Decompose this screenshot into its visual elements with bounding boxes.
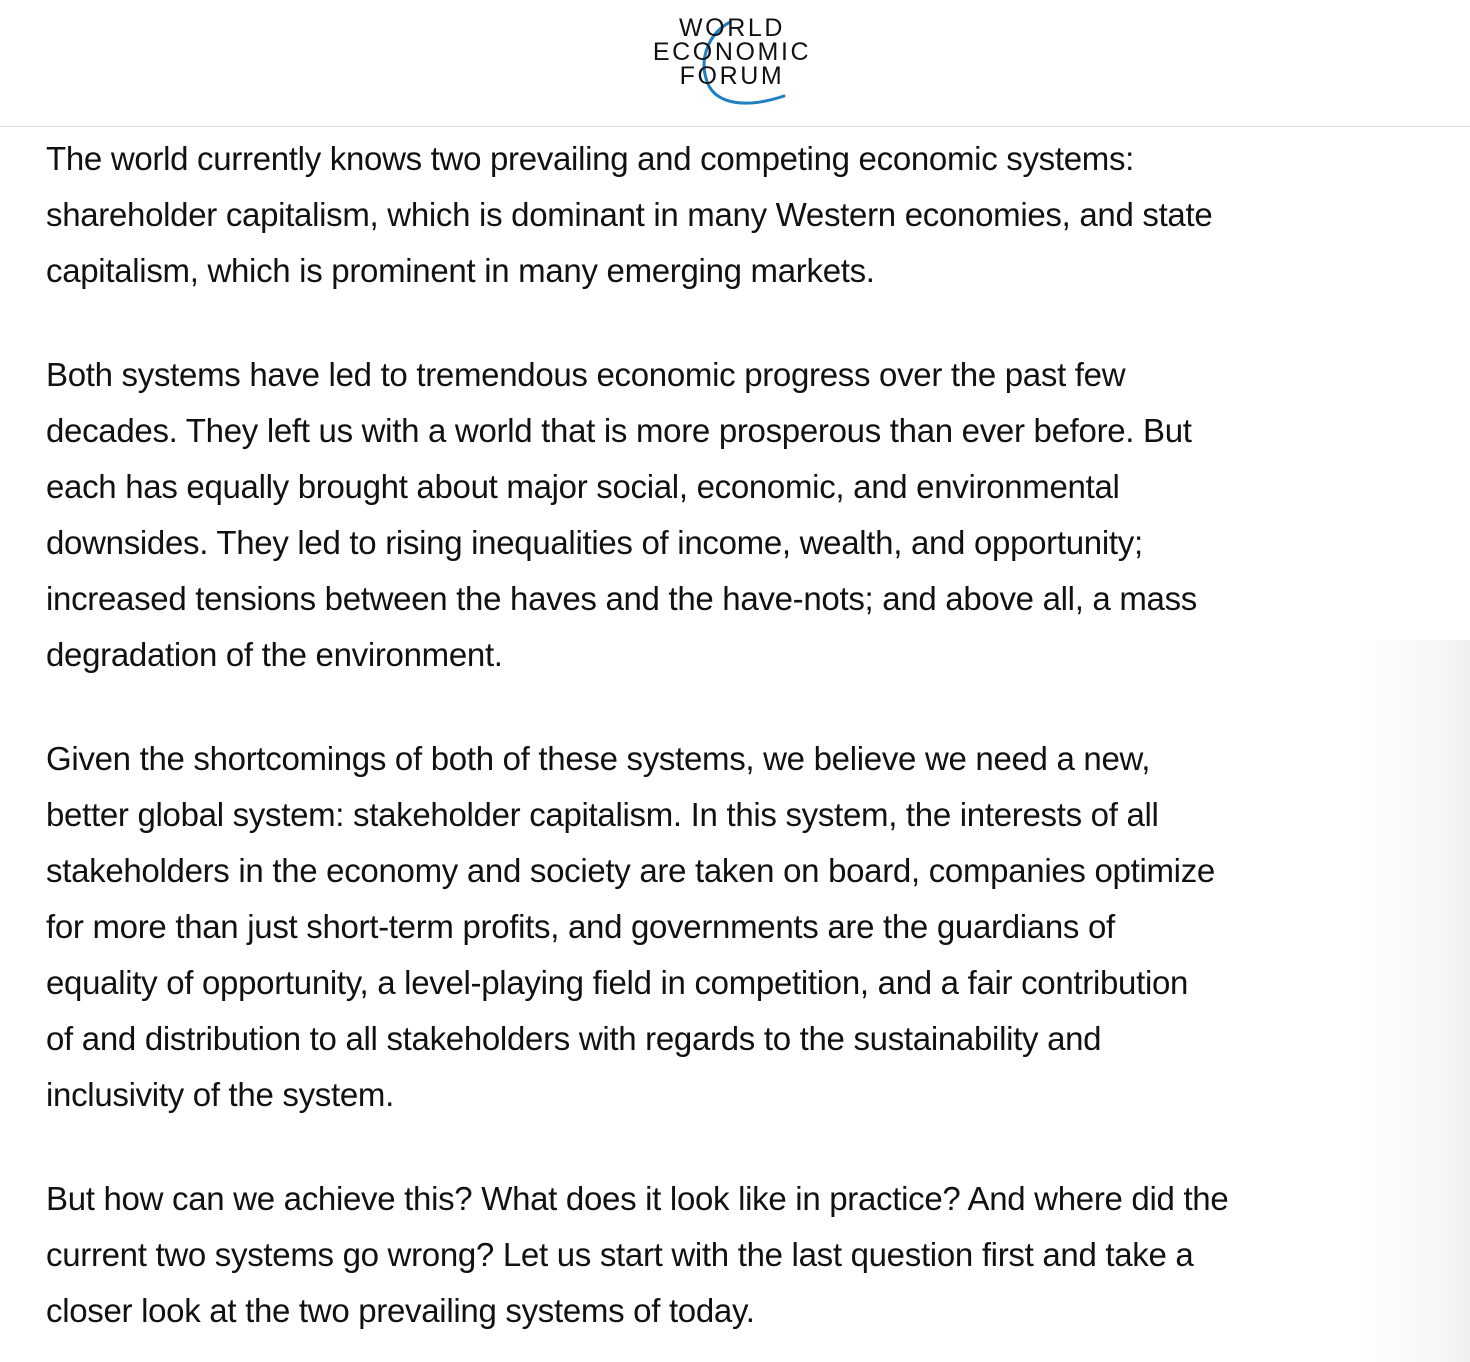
text-line: stakeholders in the economy and society are taken on board, companies optimize <box>46 852 1215 889</box>
paragraph-3 <box>46 731 1426 1123</box>
paragraph-2 <box>46 347 1426 683</box>
text-line: Given the shortcomings of both of these systems, we believe we need a new, <box>46 740 1151 777</box>
logo-text-forum: FORUM <box>679 62 785 90</box>
text-line: for more than just short-term profits, and governments are the guardians of <box>46 908 1115 945</box>
text-line: downsides. They led to rising inequalities of income, wealth, and opportunity; <box>46 524 1143 561</box>
text-line: The world currently knows two prevailing and competing economic systems: <box>46 140 1135 177</box>
logo-text-world: WORLD <box>678 14 786 42</box>
world-economic-forum-logo[interactable] <box>646 10 818 114</box>
paragraph-4 <box>46 1171 1426 1339</box>
text-line: equality of opportunity, a level-playing field in competition, and a fair contribution <box>46 964 1189 1001</box>
text-line: closer look at the two prevailing systems of today. <box>46 1292 755 1329</box>
text-line: shareholder capitalism, which is dominant in many Western economies, and state <box>46 196 1213 233</box>
text-line: current two systems go wrong? Let us start with the last question first and take a <box>46 1236 1194 1273</box>
text-line: degradation of the environment. <box>46 636 503 673</box>
paragraph-1 <box>46 131 1426 299</box>
text-line: better global system: stakeholder capitalism. In this system, the interests of all <box>46 796 1159 833</box>
text-line: of and distribution to all stakeholders with regards to the sustainability and <box>46 1020 1102 1057</box>
text-line: But how can we achieve this? What does it look like in practice? And where did the <box>46 1180 1229 1217</box>
text-line: Both systems have led to tremendous economic progress over the past few <box>46 356 1126 393</box>
text-line: inclusivity of the system. <box>46 1076 394 1113</box>
text-line: capitalism, which is prominent in many emerging markets. <box>46 252 875 289</box>
article-body <box>46 131 1426 1362</box>
logo-text-economic: ECONOMIC <box>652 38 812 66</box>
text-line: decades. They left us with a world that is more prosperous than ever before. But <box>46 412 1192 449</box>
site-header <box>0 0 1470 127</box>
text-line: increased tensions between the haves and the have-nots; and above all, a mass <box>46 580 1197 617</box>
text-line: each has equally brought about major social, economic, and environmental <box>46 468 1120 505</box>
